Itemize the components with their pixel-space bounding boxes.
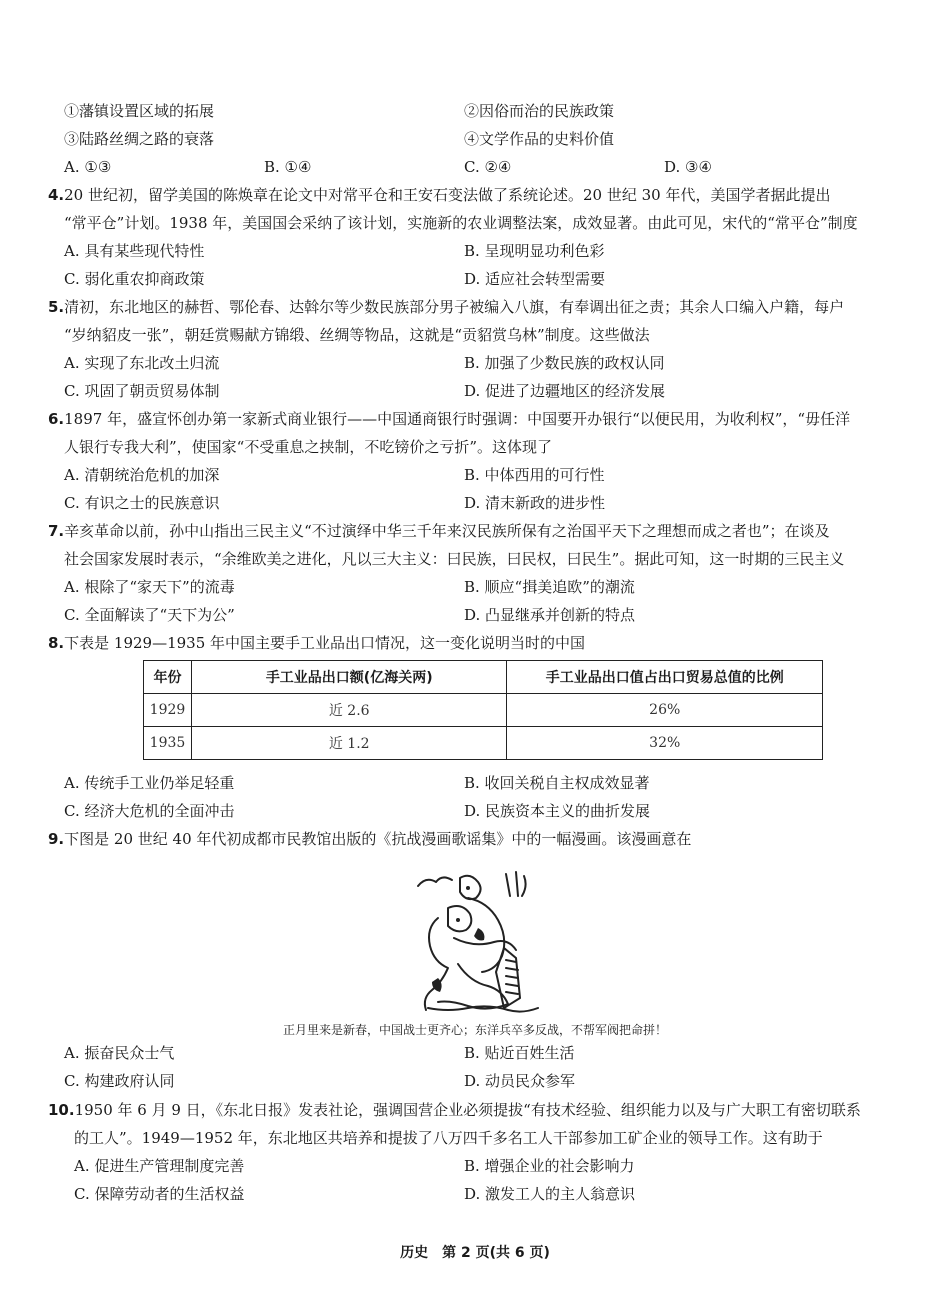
q3-choice-d: D. ③④ xyxy=(664,158,712,176)
q6-option-b: B. 中体西用的可行性 xyxy=(464,466,605,484)
q5-line-1 xyxy=(48,297,844,317)
table-header: 年份 xyxy=(144,661,192,694)
table-cell: 1935 xyxy=(144,727,192,760)
q5-text-1: 清初，东北地区的赫哲、鄂伦春、达斡尔等少数民族部分男子被编入八旗，有奉调出征之责；其余人口编入户籍，每户 xyxy=(64,298,845,316)
table-cell: 近 1.2 xyxy=(191,727,507,760)
q8-option-b: B. 收回关税自主权成效显著 xyxy=(464,774,650,792)
q5-option-d: D. 促进了边疆地区的经济发展 xyxy=(464,382,666,400)
q3-item-1: ①藩镇设置区域的拓展 xyxy=(64,102,215,120)
q6-option-a: A. 清朝统治危机的加深 xyxy=(64,466,220,484)
q4-number: 4. xyxy=(48,186,65,204)
table-cell: 26% xyxy=(507,694,823,727)
q7-option-d: D. 凸显继承并创新的特点 xyxy=(464,606,636,624)
q10-number: 10. xyxy=(48,1101,75,1119)
q10-option-a: A. 促进生产管理制度完善 xyxy=(74,1157,245,1175)
q5-line-2: “岁纳貂皮一张”，朝廷赏赐献方锦缎、丝绸等物品，这就是“贡貂赏乌林”制度。这些做法 xyxy=(64,326,650,344)
table-cell: 1929 xyxy=(144,694,192,727)
q4-option-d: D. 适应社会转型需要 xyxy=(464,270,606,288)
q6-option-d: D. 清末新政的进步性 xyxy=(464,494,606,512)
q10-option-d: D. 激发工人的主人翁意识 xyxy=(464,1185,636,1203)
table-row xyxy=(144,727,823,760)
q3-item-4: ④文学作品的史料价值 xyxy=(464,130,615,148)
q9-option-a: A. 振奋民众士气 xyxy=(64,1044,175,1062)
q7-number: 7. xyxy=(48,522,65,540)
q3-choice-c: C. ②④ xyxy=(464,158,512,176)
q6-text-1: 1897 年，盛宣怀创办第一家新式商业银行——中国通商银行时强调：中国要开办银行“以便民用，为收利权”，“毋任洋 xyxy=(64,410,851,428)
q4-option-c: C. 弱化重农抑商政策 xyxy=(64,270,205,288)
cartoon-caption: 正月里来是新春，中国战士更齐心；东洋兵卒多反战，不帮军阀把命拼！ xyxy=(282,1023,667,1037)
q4-option-b: B. 呈现明显功利色彩 xyxy=(464,242,605,260)
q9-number: 9. xyxy=(48,830,65,848)
q9-line-1 xyxy=(48,829,691,849)
table-header: 手工业品出口额(亿海关两) xyxy=(191,661,507,694)
q8-text-1: 下表是 1929—1935 年中国主要手工业品出口情况，这一变化说明当时的中国 xyxy=(64,634,586,652)
q7-line-1 xyxy=(48,521,829,541)
q3-item-3: ③陆路丝绸之路的衰落 xyxy=(64,130,215,148)
q4-line-2: “常平仓”计划。1938 年，美国国会采纳了该计划，实施新的农业调整法案，成效显著。由此可见，宋代的“常平仓”制度 xyxy=(64,214,858,232)
table-header: 手工业品出口值占出口贸易总值的比例 xyxy=(507,661,823,694)
table-cell: 32% xyxy=(507,727,823,760)
q8-option-d: D. 民族资本主义的曲折发展 xyxy=(464,802,651,820)
q4-option-a: A. 具有某些现代特性 xyxy=(64,242,205,260)
q5-option-b: B. 加强了少数民族的政权认同 xyxy=(464,354,665,372)
table-row xyxy=(144,694,823,727)
q5-option-c: C. 巩固了朝贡贸易体制 xyxy=(64,382,220,400)
q6-line-2: 人银行专我大利”，使国家“不受重息之挟制，不吃镑价之亏折”。这体现了 xyxy=(64,438,553,456)
q10-line-2: 的工人”。1949—1952 年，东北地区共培养和提拔了八万四千多名工人干部参加工矿企业的领导工作。这有助于 xyxy=(74,1129,823,1147)
q8-line-1 xyxy=(48,633,585,653)
q7-line-2: 社会国家发展时表示，“余维欧美之进化，凡以三大主义：曰民族，曰民权，曰民生”。据此可知，这一时期的三民主义 xyxy=(64,550,845,568)
q9-option-d: D. 动员民众参军 xyxy=(464,1072,576,1090)
q10-text-1: 1950 年 6 月 9 日，《东北日报》发表社论，强调国营企业必须提拔“有技术经验、组织能力以及与广大职工有密切联系 xyxy=(74,1101,861,1119)
q6-option-c: C. 有识之士的民族意识 xyxy=(64,494,220,512)
q5-number: 5. xyxy=(48,298,65,316)
q10-line-1 xyxy=(48,1100,861,1120)
q6-line-1 xyxy=(48,409,850,429)
export-table xyxy=(143,660,823,760)
q10-option-c: C. 保障劳动者的生活权益 xyxy=(74,1185,245,1203)
table-header-row xyxy=(144,661,823,694)
q8-number: 8. xyxy=(48,634,65,652)
cartoon-illustration xyxy=(408,868,548,1018)
q8-option-a: A. 传统手工业仍举足轻重 xyxy=(64,774,235,792)
q7-option-a: A. 根除了“家天下”的流毒 xyxy=(64,578,235,596)
q3-choice-b: B. ①④ xyxy=(264,158,312,176)
q5-option-a: A. 实现了东北改土归流 xyxy=(64,354,220,372)
q10-option-b: B. 增强企业的社会影响力 xyxy=(464,1157,635,1175)
page-footer: 历史 第 2 页(共 6 页) xyxy=(400,1245,550,1261)
q7-text-1: 辛亥革命以前，孙中山指出三民主义“不过演绎中华三千年来汉民族所保有之治国平天下之理想而成之者也”；在谈及 xyxy=(64,522,830,540)
q7-option-b: B. 顺应“揖美追欧”的潮流 xyxy=(464,578,635,596)
table-cell: 近 2.6 xyxy=(191,694,507,727)
q6-number: 6. xyxy=(48,410,65,428)
q9-text-1: 下图是 20 世纪 40 年代初成都市民教馆出版的《抗战漫画歌谣集》中的一幅漫画。该漫画意在 xyxy=(64,830,692,848)
q4-text-1: 20 世纪初，留学美国的陈焕章在论文中对常平仓和王安石变法做了系统论述。20 世纪 30 年代，美国学者据此提出 xyxy=(64,186,831,204)
q3-choice-a: A. ①③ xyxy=(64,158,112,176)
q9-option-c: C. 构建政府认同 xyxy=(64,1072,175,1090)
q4-line-1 xyxy=(48,185,830,205)
q7-option-c: C. 全面解读了“天下为公” xyxy=(64,606,235,624)
q8-option-c: C. 经济大危机的全面冲击 xyxy=(64,802,235,820)
q9-option-b: B. 贴近百姓生活 xyxy=(464,1044,575,1062)
q3-item-2: ②因俗而治的民族政策 xyxy=(464,102,615,120)
